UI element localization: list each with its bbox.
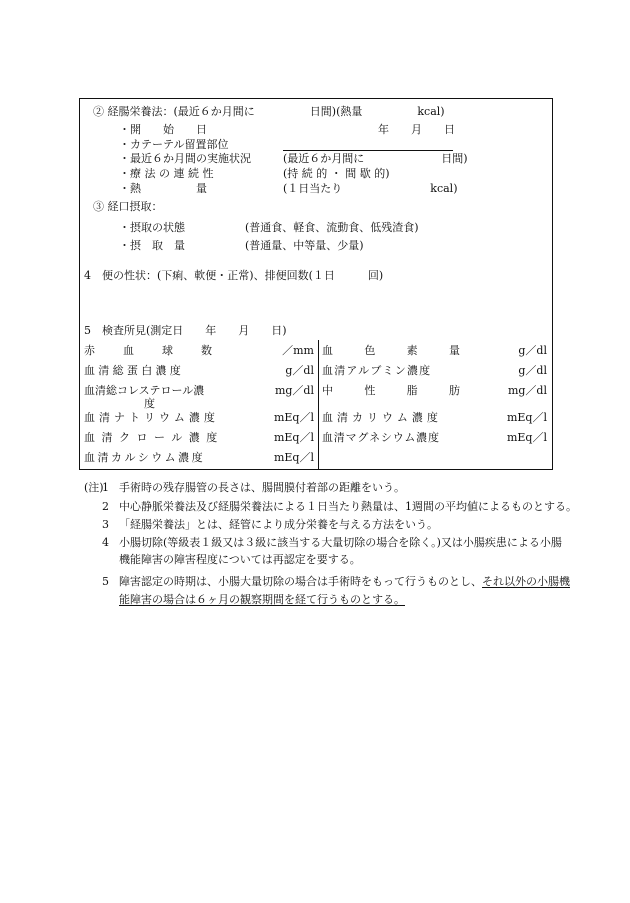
note3-text: 「経腸栄養法」とは、経管により成分栄養を与える方法をいう。 bbox=[119, 518, 438, 531]
lab-label-chloride: 血清クロール濃度 bbox=[84, 431, 224, 444]
start-date-label: ・開 始 日 bbox=[119, 123, 207, 136]
lab-unit-magnesium: mEq／l bbox=[506, 431, 547, 444]
lab-label-rbc: 赤 血 球 数 bbox=[84, 344, 212, 357]
note2-number: 2 bbox=[102, 500, 109, 513]
lab-unit-triglyceride: mg／dl bbox=[507, 384, 547, 397]
section3-heading: ③ 経口摂取： bbox=[93, 200, 163, 213]
note4-text-line1: 小腸切除(等級表１級又は３級に該当する大量切除の場合を除く。)又は小腸疾患による小腸 bbox=[119, 536, 562, 549]
lab-label-cholesterol: 血清総コレステロール濃 bbox=[84, 384, 205, 397]
calorie-label: ・熱 量 bbox=[119, 182, 207, 195]
intake-amount-value: (普通量、中等量、少量) bbox=[245, 239, 364, 252]
lab-unit-hemoglobin: g／dl bbox=[518, 344, 547, 357]
lab-findings-heading: 5 検査所見(測定日 年 月 日) bbox=[84, 324, 287, 337]
note4-text-line2: 機能障害の障害程度については再認定を要する。 bbox=[119, 553, 361, 566]
notes-prefix: (注) bbox=[84, 481, 104, 494]
continuity-label: ・療 法 の 連 続 性 bbox=[119, 167, 214, 180]
lab-unit-total-protein: g／dl bbox=[285, 364, 314, 377]
note5-text-underlined: それ以外の小腸機 bbox=[482, 575, 570, 588]
intake-state-value: (普通食、軽食、流動食、低残渣食) bbox=[245, 221, 419, 234]
lab-label-albumin: 血清アルブミン濃度 bbox=[322, 364, 432, 377]
catheter-field-line[interactable] bbox=[283, 150, 453, 151]
continuity-value: (持 続 的 ・ 間 歇 的) bbox=[283, 167, 390, 180]
stool-section: 4 便の性状：(下痢、軟便・正常)、排便回数(１日 回) bbox=[84, 269, 384, 282]
intake-amount-label: ・摂 取 量 bbox=[119, 239, 185, 252]
note5-text-line1 bbox=[119, 576, 570, 587]
section2-heading: ② 経腸栄養法：(最近６か月間に 日間)(熱量 kcal) bbox=[93, 105, 445, 118]
lab-unit-rbc: ／mm bbox=[282, 344, 314, 357]
lab-label-hemoglobin: 血 色 素 量 bbox=[322, 344, 460, 357]
note1-text: 手術時の残存腸管の長さは、腸間膜付着部の距離をいう。 bbox=[119, 481, 405, 494]
lab-label-magnesium: 血清マグネシウム濃度 bbox=[322, 431, 440, 444]
note5-number: 5 bbox=[102, 575, 109, 588]
lab-label-cholesterol-cont: 度 bbox=[144, 397, 155, 410]
note5-text-a: 障害認定の時期は、小腸大量切除の場合は手術時をもって行うものとし、 bbox=[119, 575, 482, 588]
note4-number: 4 bbox=[102, 536, 109, 549]
note3-number: 3 bbox=[102, 518, 109, 531]
lab-unit-sodium: mEq／l bbox=[273, 411, 314, 424]
lab-unit-potassium: mEq／l bbox=[506, 411, 547, 424]
calorie-value: (１日当たり kcal) bbox=[283, 182, 458, 195]
status-value: (最近６か月間に 日間) bbox=[283, 152, 468, 165]
lab-label-calcium: 血清カルシウム濃度 bbox=[84, 451, 206, 464]
status-label: ・最近６か月間の実施状況 bbox=[119, 152, 251, 165]
lab-label-triglyceride: 中 性 脂 肪 bbox=[322, 384, 460, 397]
note5-text-line2: 能障害の場合は６ヶ月の観察期間を経て行うものとする。 bbox=[119, 593, 405, 606]
lab-label-total-protein: 血清総蛋白濃度 bbox=[84, 364, 185, 377]
note1-number: 1 bbox=[102, 481, 109, 494]
lab-unit-calcium: mEq／l bbox=[273, 451, 314, 464]
lab-unit-chloride: mEq／l bbox=[273, 431, 314, 444]
catheter-label: ・カテーテル留置部位 bbox=[119, 138, 229, 151]
lab-label-potassium: 血清カリウム濃度 bbox=[322, 411, 442, 424]
start-date-value: 年 月 日 bbox=[378, 123, 455, 136]
note2-text: 中心静脈栄養法及び経腸栄養法による１日当たり熱量は、1週間の平均値によるものとする。 bbox=[119, 500, 577, 513]
intake-state-label: ・摂取の状態 bbox=[119, 221, 185, 234]
lab-table-divider bbox=[318, 340, 319, 469]
lab-unit-albumin: g／dl bbox=[518, 364, 547, 377]
lab-unit-cholesterol: mg／dl bbox=[274, 384, 314, 397]
lab-label-sodium: 血清ナトリウム濃度 bbox=[84, 411, 219, 424]
